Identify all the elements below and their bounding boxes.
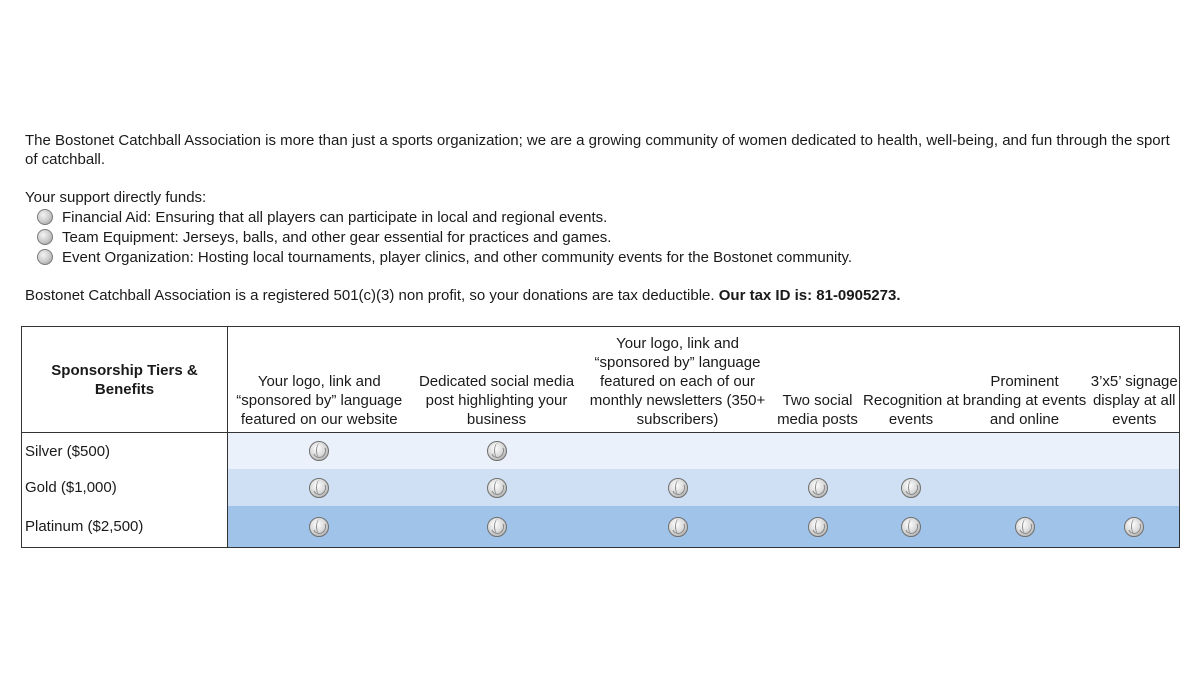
tax-statement — [25, 286, 1185, 305]
benefit-header: Two social media posts — [773, 327, 863, 433]
list-item — [37, 247, 1185, 267]
volleyball-icon — [309, 441, 329, 461]
benefit-cell — [960, 469, 1090, 506]
sponsorship-table — [21, 326, 1180, 548]
tier-name: Platinum ($2,500) — [22, 506, 228, 548]
benefit-cell — [411, 433, 583, 470]
benefit-cell — [583, 469, 773, 506]
volleyball-icon — [309, 517, 329, 537]
benefit-cell — [228, 506, 411, 548]
tier-name: Gold ($1,000) — [22, 469, 228, 506]
benefit-header: Dedicated social media post highlighting your business — [411, 327, 583, 433]
volleyball-icon — [808, 478, 828, 498]
support-label: Your support directly funds: — [25, 189, 207, 206]
volleyball-icon — [668, 517, 688, 537]
benefit-cell — [773, 506, 863, 548]
benefit-cell — [863, 433, 960, 470]
benefit-cell — [863, 506, 960, 548]
list-item — [37, 227, 1185, 247]
benefit-header: Your logo, link and “sponsored by” language featured on our website — [228, 327, 411, 433]
list-item — [37, 207, 1185, 227]
table-row — [22, 506, 1180, 548]
volleyball-icon — [808, 517, 828, 537]
benefit-cell — [1090, 469, 1180, 506]
tier-name: Silver ($500) — [22, 433, 228, 470]
volleyball-icon — [901, 478, 921, 498]
tax-id: Our tax ID is: 81-0905273. — [718, 287, 901, 304]
benefit-cell — [863, 469, 960, 506]
volleyball-icon — [309, 478, 329, 498]
table-row — [22, 433, 1180, 470]
benefit-cell — [583, 506, 773, 548]
volleyball-icon — [487, 478, 507, 498]
volleyball-icon — [487, 517, 507, 537]
benefit-cell — [773, 433, 863, 470]
benefit-cell — [960, 506, 1090, 548]
volleyball-icon — [1124, 517, 1144, 537]
volleyball-icon — [1015, 517, 1035, 537]
volleyball-bullet-icon — [37, 229, 53, 245]
benefit-cell — [1090, 433, 1180, 470]
benefit-cell — [583, 433, 773, 470]
tier-header: Sponsorship Tiers & Benefits — [22, 327, 228, 433]
benefit-header: Recognition at events — [863, 327, 960, 433]
volleyball-icon — [668, 478, 688, 498]
table-header-row — [22, 327, 1180, 433]
intro-paragraph: The Bostonet Catchball Association is more than just a sports organization; we are a growing community of women dedicated to health, well-being, and fun through the sport of catchball. — [25, 132, 1170, 168]
volleyball-bullet-icon — [37, 209, 53, 225]
benefit-header: Prominent branding at events and online — [960, 327, 1090, 433]
table-body — [22, 433, 1180, 548]
fund-text: Financial Aid: Ensuring that all players can participate in local and regional events. — [62, 208, 608, 226]
benefit-cell — [773, 469, 863, 506]
fund-text: Event Organization: Hosting local tournaments, player clinics, and other community events for the Bostonet community. — [62, 248, 853, 266]
benefit-header: Your logo, link and “sponsored by” language featured on each of our monthly newsletters (350+ subscribers) — [583, 327, 773, 433]
volleyball-icon — [487, 441, 507, 461]
benefit-cell — [960, 433, 1090, 470]
tax-text: Bostonet Catchball Association is a registered 501(c)(3) non profit, so your donations are tax deductible. — [25, 287, 715, 304]
benefit-cell — [228, 433, 411, 470]
benefit-cell — [411, 469, 583, 506]
volleyball-bullet-icon — [37, 249, 53, 265]
fund-text: Team Equipment: Jerseys, balls, and other gear essential for practices and games. — [62, 228, 612, 246]
benefit-header: 3’x5’ signage display at all events — [1090, 327, 1180, 433]
funds-list — [25, 207, 1185, 267]
volleyball-icon — [901, 517, 921, 537]
benefit-cell — [1090, 506, 1180, 548]
page-content — [25, 131, 1185, 316]
table-row — [22, 469, 1180, 506]
benefit-cell — [411, 506, 583, 548]
benefit-cell — [228, 469, 411, 506]
